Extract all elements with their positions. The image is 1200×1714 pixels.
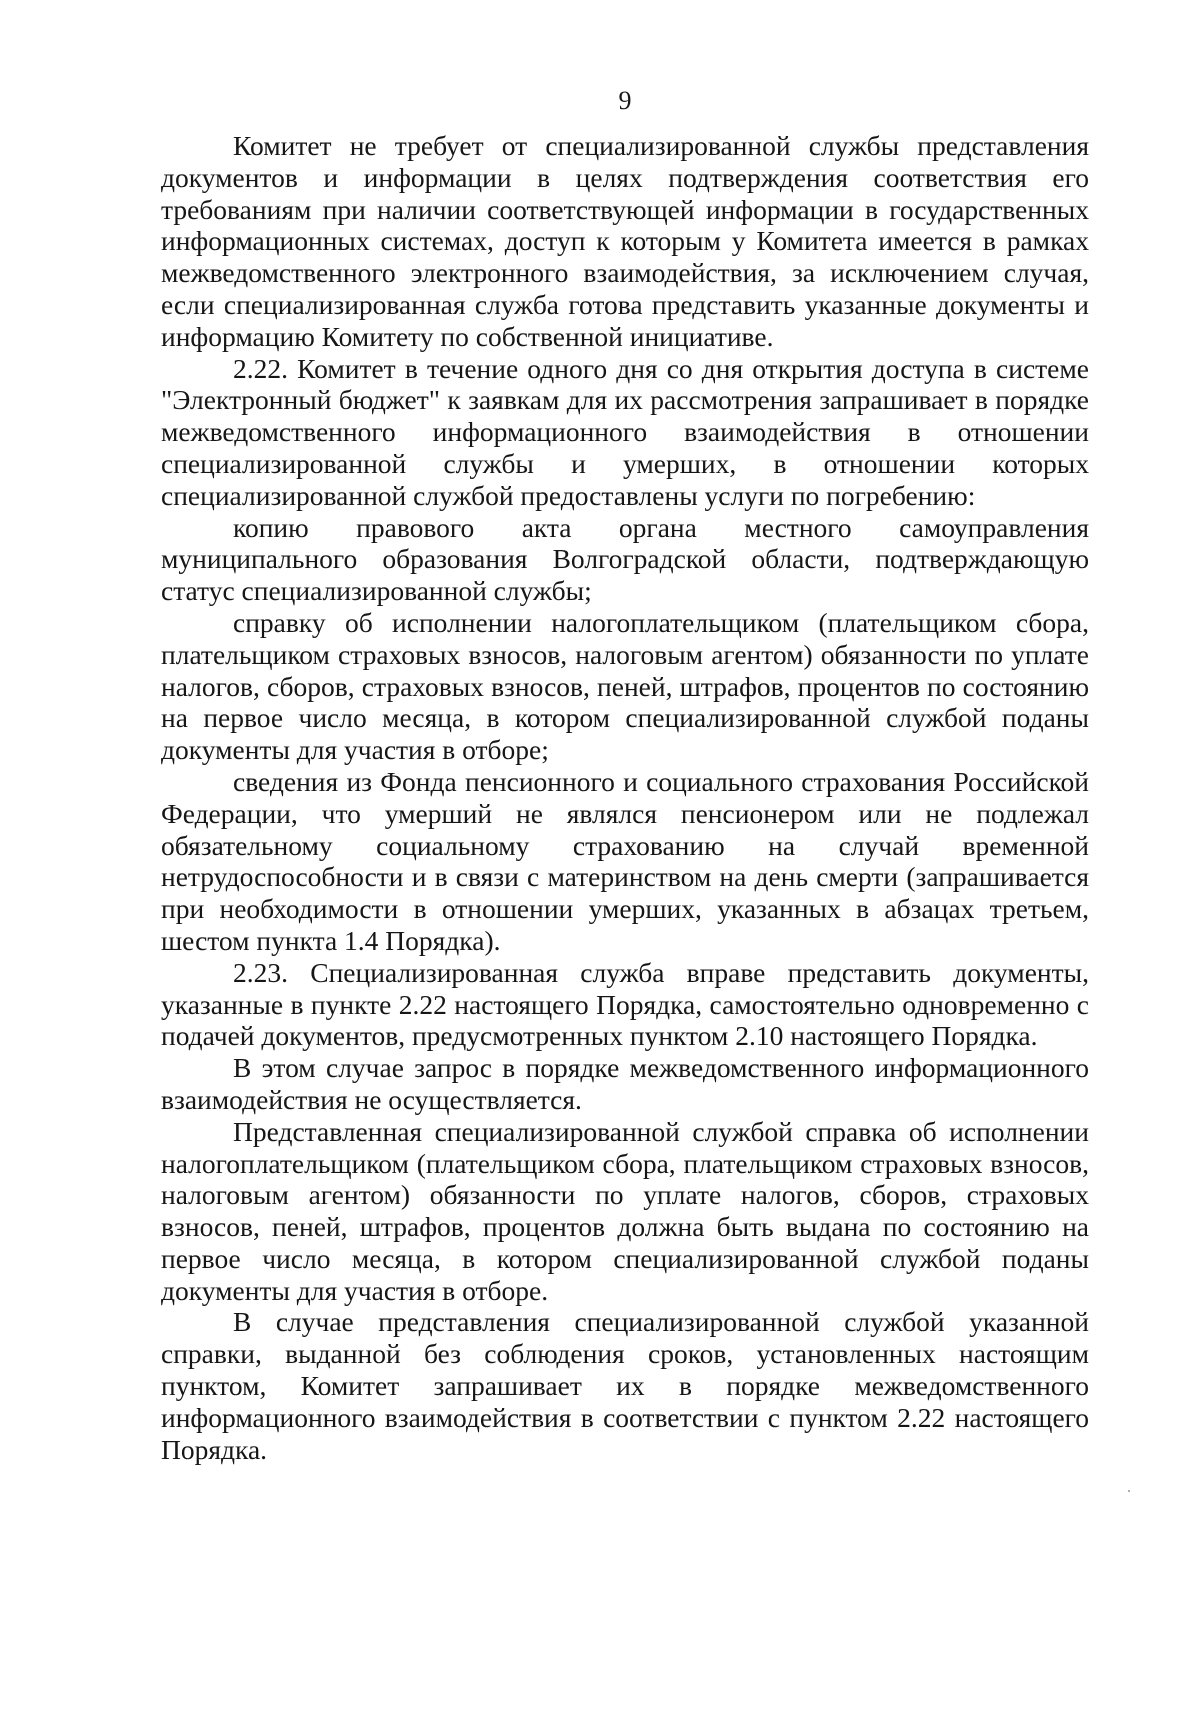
scan-speck [1128,1490,1130,1492]
paragraph-legal-act-copy: копию правового акта органа местного самоуправления муниципального образования Волгоградской области, подтверждающую статус специализированной службы; [161,511,1089,607]
paragraph-certificate-validity: Представленная специализированной службой справка об исполнении налогоплательщиком (плательщиком сбора, плательщиком страховых взносов, налоговым агентом) обязанности по уплате налогов, сборов, страховых взносов, пеней, штрафов, процентов должна быть выдана по состоянию на первое число месяца, в котором специализированной службой поданы документы для участия в отборе. [161,1115,1089,1306]
paragraph-pension-fund-info: сведения из Фонда пенсионного и социального страхования Российской Федерации, что умерший не являлся пенсионером или не подлежал обязательному социальному страхованию на случай временной нетрудоспособности и в связи с материнством на день смерти (запрашивается при необходимости в отношении умерших, указанных в абзацах третьем, шестом пункта 1.4 Порядка). [161,765,1089,956]
paragraph-2-22: 2.22. Комитет в течение одного дня со дня открытия доступа в системе "Электронный бюджет" к заявкам для их рассмотрения запрашивает в порядке межведомственного информационного взаимодействия в отношении специализированной службы и умерших, в отношении которых специализированной службой предоставлены услуги по погребению: [161,352,1089,511]
page-number: 9 [618,86,632,115]
paragraph-tax-certificate: справку об исполнении налогоплательщиком (плательщиком сбора, плательщиком страховых взносов, налоговым агентом) обязанности по уплате налогов, сборов, страховых взносов, пеней, штрафов, процентов по состоянию на первое число месяца, в котором специализированной службой поданы документы для участия в отборе; [161,606,1089,766]
paragraph-certificate-late: В случае представления специализированной службой указанной справки, выданной без соблюдения сроков, установленных настоящим пунктом, Комитет запрашивает их в порядке межведомственного информационного взаимодействия в соответствии с пунктом 2.22 настоящего Порядка. [161,1306,1089,1465]
paragraph-no-interagency-request: В этом случае запрос в порядке межведомственного информационного взаимодействия не осуществляется. [161,1052,1089,1115]
paragraph-committee-no-request: Комитет не требует от специализированной службы представления документов и информации в целях подтверждения соответствия его требованиям при наличии соответствующей информации в государственных информационных системах, доступ к которым у Комитета имеется в рамках межведомственного электронного взаимодействия, за исключением случая, если специализированная служба готова представить указанные документы и информацию Комитету по собственной инициативе. [161,130,1089,352]
document-body [161,130,1089,1465]
paragraph-2-23: 2.23. Специализированная служба вправе представить документы, указанные в пункте 2.22 настоящего Порядка, самостоятельно одновременно с подачей документов, предусмотренных пунктом 2.10 настоящего Порядка. [161,956,1089,1052]
